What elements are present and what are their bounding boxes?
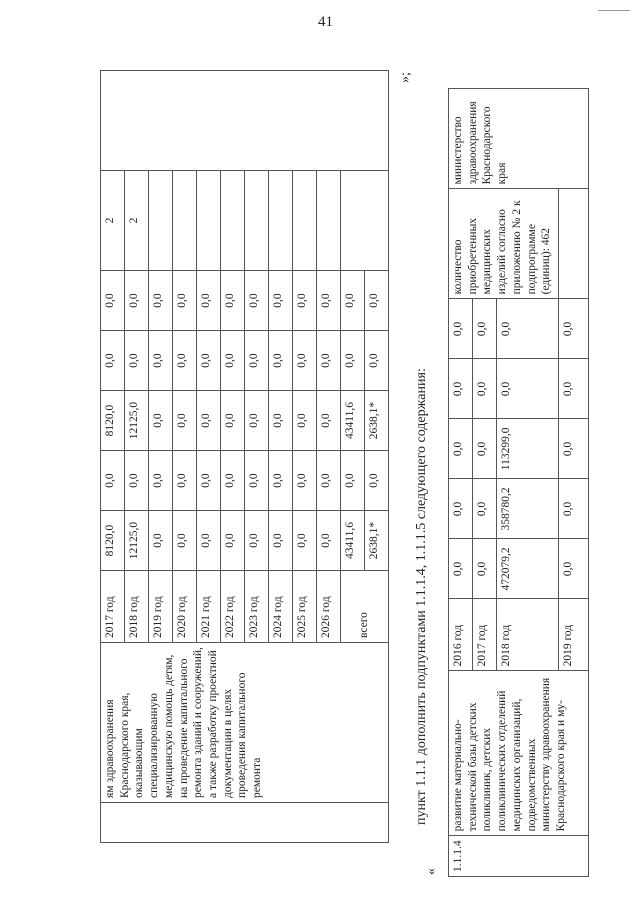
amount-cell: 2638,1* [365,511,389,571]
amount-cell: 0,0 [293,511,317,571]
result-cell [559,189,589,299]
result-cell [173,171,197,271]
amount-cell: 0,0 [173,391,197,451]
amount-cell: 0,0 [149,331,173,391]
amount-cell: 0,0 [317,451,341,511]
amount-cell: 0,0 [341,271,365,331]
amount-cell: 0,0 [559,539,589,599]
amount-cell: 0,0 [293,451,317,511]
amount-cell: 0,0 [221,331,245,391]
amount-cell: 0,0 [101,271,125,331]
amount-cell: 113299,0 [497,419,559,479]
year-cell: 2018 год [497,599,559,671]
amount-cell: 0,0 [125,271,149,331]
amount-cell: 0,0 [449,539,473,599]
result-cell [149,171,173,271]
amount-cell: 0,0 [149,451,173,511]
amount-cell: 0,0 [341,331,365,391]
result-cell [293,171,317,271]
amount-cell: 0,0 [293,271,317,331]
amount-cell: 0,0 [269,271,293,331]
amount-cell: 0,0 [365,271,389,331]
year-cell: 2021 год [197,571,221,643]
amount-cell: 0,0 [473,419,497,479]
closing-quote: »; [398,72,413,83]
amount-cell: 0,0 [197,391,221,451]
table-row [101,71,125,843]
amount-cell: 0,0 [269,331,293,391]
amount-cell: 12125,0 [125,511,149,571]
year-cell: 2019 год [559,599,589,671]
amount-cell: 0,0 [449,479,473,539]
amount-cell: 8120,0 [101,511,125,571]
year-cell: 2025 год [293,571,317,643]
amount-cell: 0,0 [341,451,365,511]
page-number: 41 [318,14,333,30]
total-label-cell: всего [341,571,389,643]
amount-cell: 0,0 [449,299,473,359]
amount-cell: 0,0 [559,479,589,539]
amount-cell: 0,0 [497,359,559,419]
amount-cell: 0,0 [269,391,293,451]
amount-cell: 0,0 [221,271,245,331]
result-cell [341,171,389,271]
amount-cell: 0,0 [497,299,559,359]
amount-cell: 0,0 [473,539,497,599]
amount-cell: 0,0 [473,299,497,359]
amount-cell: 0,0 [449,419,473,479]
amount-cell: 0,0 [559,419,589,479]
result-cell: 2 [125,171,149,271]
year-cell: 2018 год [125,571,149,643]
year-cell: 2024 год [269,571,293,643]
amount-cell: 0,0 [197,331,221,391]
amount-cell: 8120,0 [101,391,125,451]
new-subsection-table [448,88,589,877]
result-cell [221,171,245,271]
year-cell: 2017 год [101,571,125,643]
amount-cell: 43411,6 [341,391,365,451]
amount-cell: 0,0 [269,451,293,511]
year-cell: 2023 год [245,571,269,643]
amount-cell: 0,0 [149,271,173,331]
result-cell [269,171,293,271]
amount-cell: 0,0 [473,359,497,419]
row-number-cell: 1.1.1.4 [449,836,589,877]
amount-cell: 0,0 [125,451,149,511]
amount-cell: 12125,0 [125,391,149,451]
amount-cell: 0,0 [293,391,317,451]
amount-cell: 0,0 [149,511,173,571]
amount-cell: 0,0 [473,479,497,539]
amount-cell: 0,0 [365,331,389,391]
executor-cell: министерство здравоохранения Краснодарского края [449,89,589,189]
amount-cell: 0,0 [173,451,197,511]
executor-cell [101,71,389,171]
amount-cell: 0,0 [317,271,341,331]
amount-cell: 0,0 [197,271,221,331]
amount-cell: 0,0 [365,451,389,511]
event-description-cell: ям здравоохранения Краснодарского края, оказывающим специализированную медицинскую помощь детям, на проведение капитального ремонта зданий и сооружений, а также разработку проектной документации в целях проведения капитального ремонта [101,643,389,803]
amount-cell: 0,0 [173,331,197,391]
row-number-cell [101,803,389,843]
amount-cell: 0,0 [173,511,197,571]
amount-cell: 0,0 [197,451,221,511]
amount-cell: 0,0 [293,331,317,391]
amount-cell: 0,0 [317,391,341,451]
amount-cell: 0,0 [101,331,125,391]
amount-cell: 0,0 [317,511,341,571]
result-cell [317,171,341,271]
event-description-cell: развитие материально-технической базы детских поликлиник, детских поликлинических отделений медицинских организаций, подведомственных министерству здравоохранения Краснодарского края и му- [449,671,589,836]
year-cell: 2020 год [173,571,197,643]
amount-cell: 0,0 [317,331,341,391]
amount-cell: 0,0 [245,451,269,511]
amount-cell: 0,0 [125,331,149,391]
amount-cell: 0,0 [245,391,269,451]
amount-cell: 0,0 [245,331,269,391]
result-cell: 2 [101,171,125,271]
amount-cell: 0,0 [173,271,197,331]
year-cell: 2019 год [149,571,173,643]
amount-cell: 0,0 [245,271,269,331]
amount-cell: 0,0 [559,299,589,359]
year-cell: 2022 год [221,571,245,643]
amount-cell: 0,0 [221,451,245,511]
opening-quote: « [424,868,439,875]
result-cell [245,171,269,271]
result-cell [197,171,221,271]
amount-cell: 0,0 [221,511,245,571]
amount-cell: 0,0 [101,451,125,511]
continuation-table [100,70,389,843]
year-cell: 2026 год [317,571,341,643]
amount-cell: 0,0 [197,511,221,571]
amount-cell: 0,0 [149,391,173,451]
amount-cell: 43411,6 [341,511,365,571]
amount-cell: 0,0 [245,511,269,571]
amount-cell: 0,0 [221,391,245,451]
amount-cell: 2638,1* [365,391,389,451]
result-cell: количество приобретенных медицинских изделий согласно приложению № 2 к подпрограмме (единиц): 462 [449,189,559,299]
amount-cell: 358780,2 [497,479,559,539]
amendment-paragraph: пункт 1.1.1 дополнить подпунктами 1.1.1.4, 1.1.1.5 следующего содержания: [414,368,429,825]
year-cell: 2016 год [449,599,473,671]
table-row [449,89,473,877]
amount-cell: 472079,2 [497,539,559,599]
year-cell: 2017 год [473,599,497,671]
amount-cell: 0,0 [449,359,473,419]
amount-cell: 0,0 [269,511,293,571]
amount-cell: 0,0 [559,359,589,419]
